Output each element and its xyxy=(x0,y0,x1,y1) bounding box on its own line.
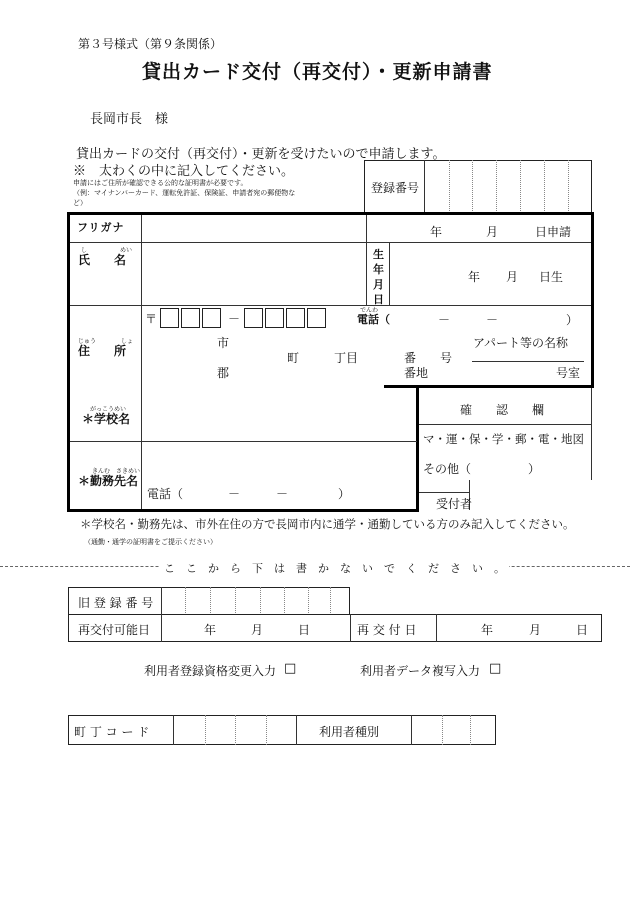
statement: 貸出カードの交付（再交付）・更新を受けたいので申請します。 xyxy=(76,147,446,162)
footnote-1: ＊学校名・勤務先は、市外在住の方で長岡市内に通学・通勤している方のみ記入してください。 xyxy=(80,517,575,531)
address-input[interactable] xyxy=(143,330,583,382)
work-input[interactable] xyxy=(143,443,415,479)
school-input[interactable] xyxy=(143,389,415,440)
birth-label-3: 月 xyxy=(373,278,384,291)
work-phone-close: ） xyxy=(338,487,351,501)
address-town: 町 xyxy=(287,351,300,365)
instruction: ※ 太わくの中に記入してください。 xyxy=(73,164,295,179)
reissue-date-label: 再 交 付 日 xyxy=(357,623,417,637)
note-line-3: ど） xyxy=(73,199,87,207)
cut-line-label: こ こ か ら 下 は 書 か な い で く だ さ い 。 xyxy=(160,560,509,576)
user-type-label: 利用者種別 xyxy=(319,725,380,739)
work-phone-label: 電話（ xyxy=(147,487,184,501)
confirm-options: マ・運・保・学・郵・電・地図 xyxy=(423,432,584,446)
work-phone-dash-2: － xyxy=(276,487,289,501)
postal-digit-7[interactable] xyxy=(307,308,326,328)
birth-label-2: 年 xyxy=(373,263,384,276)
form-number: 第３号様式（第９条関係） xyxy=(78,37,223,51)
qualification-change-label: 利用者登録資格変更入力 xyxy=(144,664,277,678)
note-line-1: 申請にはご住所が確認できる公的な証明書が必要です。 xyxy=(73,179,248,187)
postal-digit-3[interactable] xyxy=(202,308,221,328)
birth-label-4: 日 xyxy=(373,293,384,306)
address-label: 住 所 xyxy=(78,344,127,358)
phone-dash-1: － xyxy=(438,313,451,327)
address-ruby-1: じゅう xyxy=(78,338,97,345)
reissue-ok-label: 再交付可能日 xyxy=(78,623,151,637)
note-line-2: （例：マイナンバーカード、運転免許証、保険証、申請者宛の郵便物な xyxy=(73,189,296,197)
address-banchi: 番地 xyxy=(404,366,429,380)
phone-input[interactable] xyxy=(398,308,563,326)
address-go: 号 xyxy=(440,351,453,365)
receiver-label: 受付者 xyxy=(436,497,473,511)
work-label: ＊勤務先名 xyxy=(78,474,139,488)
postal-dash: － xyxy=(228,312,241,326)
name-label: 氏 名 xyxy=(78,253,127,267)
reissue-ok-year: 年 xyxy=(204,623,217,637)
work-ruby: きんむ さきめい xyxy=(92,468,141,475)
postal-digit-2[interactable] xyxy=(181,308,200,328)
phone-close: ） xyxy=(566,313,579,327)
phone-ruby: でんわ xyxy=(360,307,379,314)
apply-month: 月 xyxy=(486,225,499,239)
apply-year: 年 xyxy=(430,225,443,239)
address-ban: 番 xyxy=(404,351,417,365)
confirm-other-close: ） xyxy=(528,462,541,476)
qualification-change-checkbox[interactable]: □ xyxy=(284,661,297,676)
apply-day: 日申請 xyxy=(535,225,572,239)
postal-mark: 〒 xyxy=(145,312,158,326)
school-ruby: がっこうめい xyxy=(90,406,127,413)
reissue-ok-month: 月 xyxy=(251,623,264,637)
school-label: ＊学校名 xyxy=(82,412,131,426)
old-reg-label: 旧 登 録 番 号 xyxy=(78,596,154,610)
reissue-year: 年 xyxy=(481,623,494,637)
phone-label: 電話（ xyxy=(357,313,390,326)
birth-month: 月 xyxy=(506,270,519,284)
postal-digit-1[interactable] xyxy=(160,308,179,328)
registration-label: 登録番号 xyxy=(371,181,420,195)
work-phone-dash-1: － xyxy=(228,487,241,501)
confirm-other: その他（ xyxy=(423,462,472,476)
birth-year: 年 xyxy=(468,270,481,284)
name-ruby-2: めい xyxy=(120,247,133,254)
reissue-day: 日 xyxy=(576,623,589,637)
name-ruby-1: し xyxy=(81,247,88,254)
data-copy-label: 利用者データ複写入力 xyxy=(360,664,481,678)
birth-label-1: 生 xyxy=(373,248,384,261)
postal-digit-6[interactable] xyxy=(286,308,305,328)
town-code-label: 町 丁 コ ー ド xyxy=(74,725,150,739)
reissue-month: 月 xyxy=(529,623,542,637)
address-county: 郡 xyxy=(217,366,230,380)
furigana-input[interactable] xyxy=(143,215,365,241)
address-city: 市 xyxy=(217,336,230,350)
apartment-label: アパート等の名称 xyxy=(473,336,569,350)
reissue-ok-day: 日 xyxy=(298,623,311,637)
postal-digit-5[interactable] xyxy=(265,308,284,328)
page-title: 貸出カード交付（再交付）・更新申請書 xyxy=(142,61,493,83)
name-input[interactable] xyxy=(143,243,365,304)
room-label: 号室 xyxy=(556,366,581,380)
phone-dash-2: － xyxy=(486,313,499,327)
birth-day: 日生 xyxy=(539,270,564,284)
footnote-2: （通勤・通学の証明書をご提示ください） xyxy=(84,538,217,546)
address-chome: 丁目 xyxy=(334,351,359,365)
address-ruby-2: しょ xyxy=(121,338,134,345)
data-copy-checkbox[interactable]: □ xyxy=(489,661,502,676)
addressee: 長岡市長 様 xyxy=(90,112,169,127)
furigana-label: フリガナ xyxy=(77,221,125,234)
confirm-title: 確 認 欄 xyxy=(460,403,545,417)
postal-digit-4[interactable] xyxy=(244,308,263,328)
